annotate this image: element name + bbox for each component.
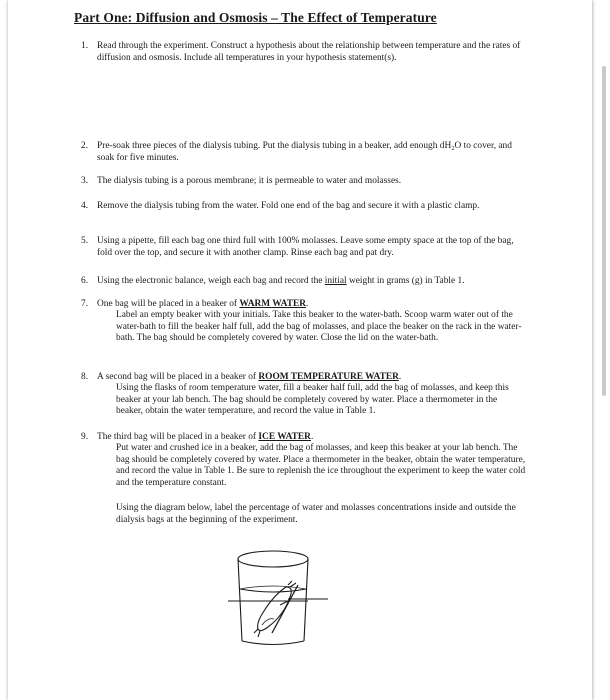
item-number: 6. — [81, 276, 89, 286]
item-lead-text: The third bag will be placed in a beaker of — [97, 432, 259, 442]
item-lead — [97, 432, 525, 444]
item-number: 7. — [81, 299, 89, 309]
item-text: Pre-soak three pieces of the dialysis tubing. Put the dialysis tubing in a beaker, add enough dH₂O to cover, and soak for five minutes. — [97, 141, 512, 163]
item-text-pre: Using the electronic balance, weigh each bag and record the — [97, 276, 325, 286]
item-lead-end: . — [310, 432, 314, 442]
item-text-underlined: initial — [324, 276, 347, 286]
item-lead-text: A second bag will be placed in a beaker of — [97, 372, 259, 382]
beaker-side-left — [238, 559, 242, 641]
item-number: 4. — [81, 201, 89, 211]
item-number: 1. — [81, 41, 89, 51]
item-number: 8. — [81, 372, 89, 382]
beaker-diagram — [228, 545, 368, 685]
item-lead-emphasis: ROOM TEMPERATURE WATER — [258, 372, 399, 382]
beaker-bottom — [242, 641, 304, 645]
item-lead-end: . — [398, 372, 402, 382]
item-lead-emphasis: WARM WATER — [239, 299, 306, 309]
page-title: Part One: Diffusion and Osmosis – The Effect of Temperature — [74, 10, 437, 25]
item-text: Label an empty beaker with your initials. Take this beaker to the water-bath. Scoop warm water out of the water-bath to fill the beaker half full, add the bag of molasses, and place the beaker on the rack in the water-bath. The bag should be completely covered by water. Close the lid on the water-bath. — [116, 310, 522, 343]
diagram-instruction: Using the diagram below, label the percentage of water and molasses concentrations inside and outside the dialysis bags at the beginning of the experiment. — [116, 503, 516, 525]
item-text: Using a pipette, fill each bag one third full with 100% molasses. Leave some empty space at the top of the bag, fold over the top, and secure it with another clamp. Rinse each bag and pat dry. — [97, 236, 514, 258]
item-lead-emphasis: ICE WATER — [258, 432, 311, 442]
scrollbar[interactable] — [602, 66, 606, 396]
item-text-post: weight in grams (g) in Table 1. — [346, 276, 465, 286]
item-number: 9. — [81, 432, 89, 442]
item-lead — [97, 372, 525, 384]
beaker-side-right — [304, 559, 308, 641]
item-lead — [97, 299, 525, 311]
item-text: Put water and crushed ice in a beaker, add the bag of molasses, and keep this beaker at your lab bench. The bag should be completely covered by water. Place a thermometer in the beaker, obtain the water temperature, and record the value in Table 1. Be sure to replenish the ice throughout the experiment to keep the water cold and the temperature constant. — [116, 443, 526, 488]
item-number: 5. — [81, 236, 89, 246]
item-text — [97, 276, 525, 288]
item-lead-end: . — [305, 299, 309, 309]
item-number: 2. — [81, 141, 89, 151]
item-number: 3. — [81, 176, 89, 186]
bag-clamp-top — [288, 581, 296, 587]
item-text: Read through the experiment. Construct a hypothesis about the relationship between temperature and the rates of diffusion and osmosis. Include all temperatures in your hypothesis statement(s). — [97, 41, 521, 63]
item-text: Using the flasks of room temperature water, fill a beaker half full, add the bag of molasses, and keep this beaker at your lab bench. The bag should be completely covered by water. Place a thermometer in the beaker, obtain the water temperature, and record the value in Table 1. — [116, 383, 509, 416]
beaker-rim — [238, 551, 308, 567]
item-text: Remove the dialysis tubing from the water. Fold one end of the bag and secure it with a plastic clamp. — [97, 201, 480, 211]
item-lead-text: One bag will be placed in a beaker of — [97, 299, 240, 309]
item-text: The dialysis tubing is a porous membrane; it is permeable to water and molasses. — [97, 176, 402, 186]
